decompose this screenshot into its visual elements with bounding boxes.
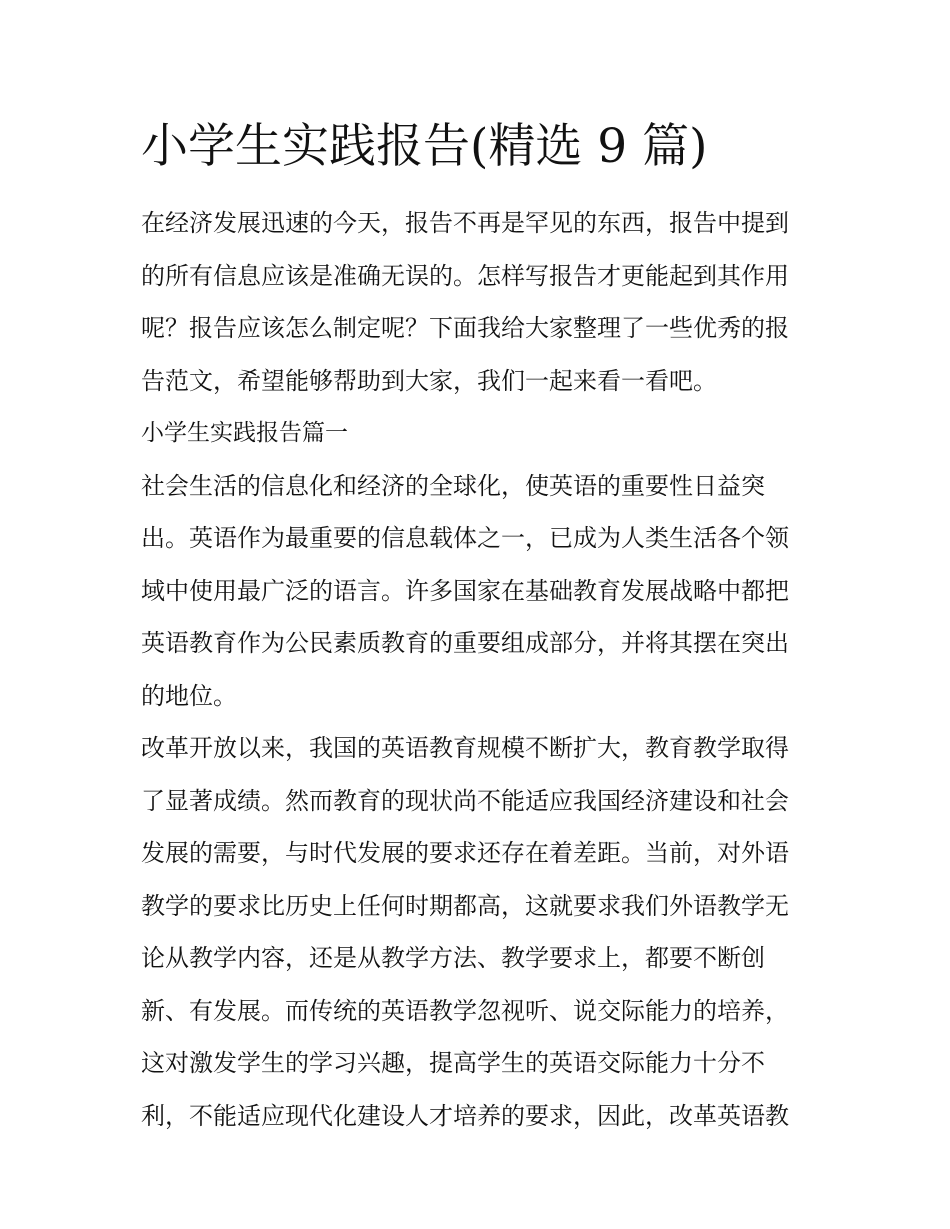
- text-line: 新、有发展。而传统的英语教学忽视听、说交际能力的培养，: [141, 996, 789, 1025]
- text-line: 教学的要求比历史上任何时期都高，这就要求我们外语教学无: [141, 891, 789, 920]
- text-line: 利，不能适应现代化建设人才培养的要求，因此，改革英语教: [141, 1101, 789, 1130]
- text-line: 告范文，希望能够帮助到大家，我们一起来看一看吧。: [141, 366, 717, 395]
- text-line: 呢？报告应该怎么制定呢？下面我给大家整理了一些优秀的报: [141, 314, 789, 342]
- text-line: 论从教学内容，还是从教学方法、教学要求上，都要不断创: [141, 944, 765, 972]
- text-line: 的地位。: [141, 681, 237, 710]
- text-line: 的所有信息应该是准确无误的。怎样写报告才更能起到其作用: [141, 261, 789, 290]
- text-line: 在经济发展迅速的今天，报告不再是罕见的东西，报告中提到: [141, 209, 789, 237]
- text-line: 域中使用最广泛的语言。许多国家在基础教育发展战略中都把: [141, 576, 789, 605]
- section-heading: 小学生实践报告篇一: [141, 420, 348, 446]
- text-line: 出。英语作为最重要的信息载体之一，已成为人类生活各个领: [141, 524, 789, 552]
- text-line: 改革开放以来，我国的英语教育规模不断扩大，教育教学取得: [141, 734, 789, 762]
- document-title: 小学生实践报告(精选 9 篇): [141, 119, 708, 174]
- text-line: 英语教育作为公民素质教育的重要组成部分，并将其摆在突出: [141, 629, 789, 657]
- text-line: 这对激发学生的学习兴趣，提高学生的英语交际能力十分不: [141, 1049, 765, 1077]
- text-line: 社会生活的信息化和经济的全球化，使英语的重要性日益突: [141, 471, 765, 500]
- text-line: 了显著成绩。然而教育的现状尚不能适应我国经济建设和社会: [141, 786, 789, 815]
- document-body: [141, 197, 821, 1142]
- text-line: 发展的需要，与时代发展的要求还存在着差距。当前，对外语: [141, 839, 789, 867]
